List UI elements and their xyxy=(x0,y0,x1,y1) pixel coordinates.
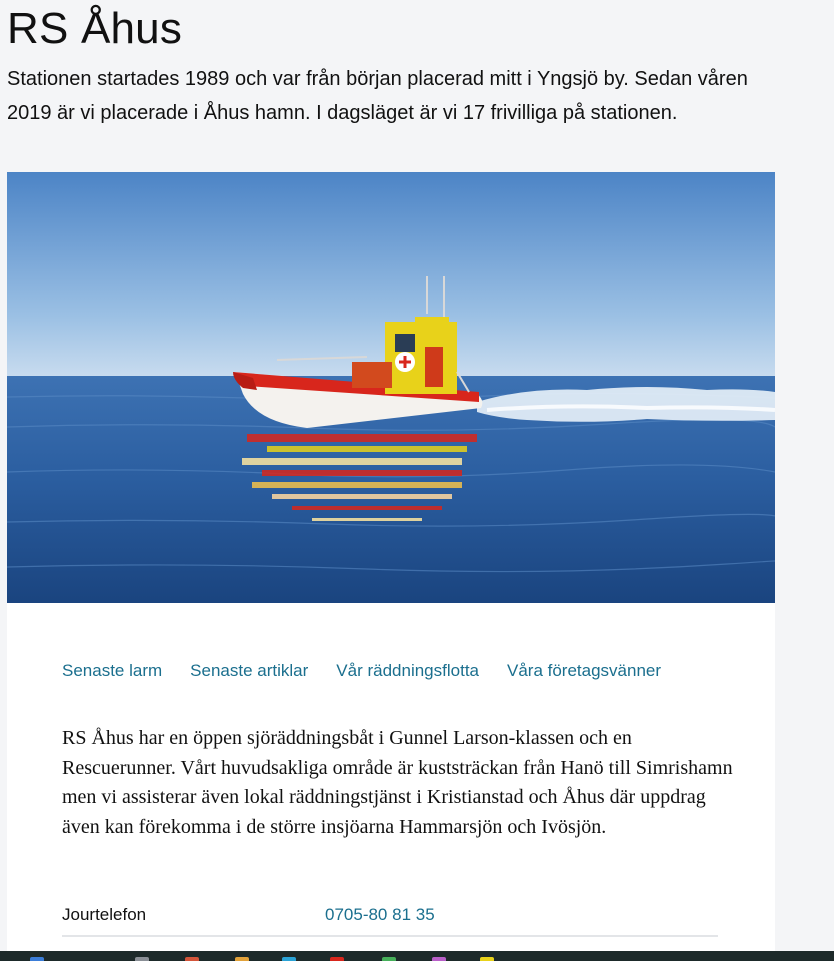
rescue-boat-photo xyxy=(7,172,775,603)
tab-foretagsvanner[interactable]: Våra företagsvänner xyxy=(507,661,662,680)
contact-row xyxy=(62,895,718,937)
station-intro: Stationen startades 1989 och var från början placerad mitt i Yngsjö by. Sedan våren 2019 är vi placerade i Åhus hamn. I dagsläget är vi 17 frivilliga på stationen. xyxy=(7,68,748,124)
taskbar-app-icon[interactable] xyxy=(432,957,446,961)
page-gutter xyxy=(775,172,834,961)
rescue-boat-illustration xyxy=(7,172,775,603)
phone-link[interactable]: 0705-80 81 35 xyxy=(325,905,435,924)
taskbar-app-icon[interactable] xyxy=(282,957,296,961)
taskbar-app-icon[interactable] xyxy=(382,957,396,961)
station-tabs xyxy=(62,661,661,681)
tab-raddningsflotta[interactable]: Vår räddningsflotta xyxy=(336,661,479,680)
station-description: RS Åhus har en öppen sjöräddningsbåt i Gunnel Larson-klassen och en Rescuerunner. Vårt huvudsakliga område är kuststräckan från Hanö till Simrishamn men vi assisterar även lokal räddningstjänst i Kristianstad och Åhus där uppdrag även kan förekomma i de större insjöarna Hammarsjön och Ivösjön. xyxy=(62,727,733,838)
os-taskbar xyxy=(0,951,834,961)
taskbar-app-icon[interactable] xyxy=(185,957,199,961)
phone-label: Jourtelefon xyxy=(62,905,147,924)
page-title: RS Åhus xyxy=(7,4,183,53)
taskbar-app-icon[interactable] xyxy=(135,957,149,961)
station-info-card xyxy=(7,603,775,961)
tab-senaste-larm[interactable]: Senaste larm xyxy=(62,661,163,680)
tab-senaste-artiklar[interactable]: Senaste artiklar xyxy=(190,661,309,680)
taskbar-app-icon[interactable] xyxy=(480,957,494,961)
taskbar-app-icon[interactable] xyxy=(30,957,44,961)
taskbar-app-icon[interactable] xyxy=(235,957,249,961)
taskbar-app-icon[interactable] xyxy=(330,957,344,961)
